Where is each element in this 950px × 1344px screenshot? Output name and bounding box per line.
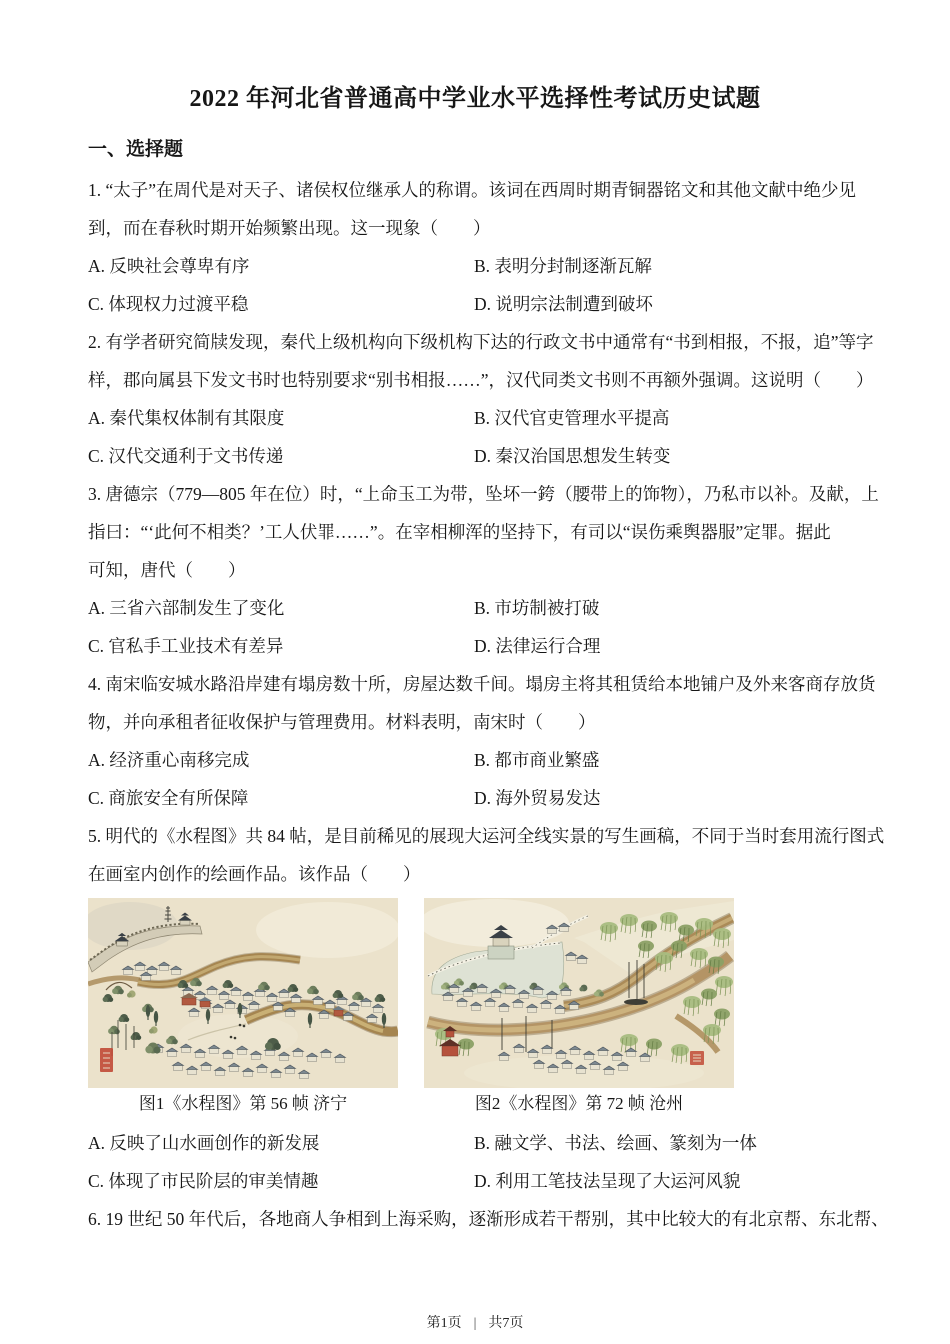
figure-1-caption: 图1《水程图》第 56 帧 济宁 <box>138 1094 348 1113</box>
page-footer <box>0 1312 950 1332</box>
figure-2 <box>424 898 734 1120</box>
question-2-line-2: 样，郡向属县下发文书时也特别要求“别书相报……”，汉代同类文书则不再额外强调。这说明（ ） <box>88 370 874 390</box>
question-5-options <box>88 1124 870 1200</box>
question-4-option-b: B. 都市商业繁盛 <box>474 750 600 770</box>
question-5-line-1: 5. 明代的《水程图》共 84 帖，是目前稀见的展现大运河全线实景的写生画稿，不同于当时套用流行图式 <box>88 826 885 846</box>
question-5-option-c: C. 体现了市民阶层的审美情趣 <box>88 1171 319 1191</box>
question-3-option-a: A. 三省六部制发生了变化 <box>88 598 285 618</box>
question-5-option-d: D. 利用工笔技法呈现了大运河风貌 <box>474 1171 741 1191</box>
question-5 <box>88 817 885 1200</box>
question-3 <box>88 475 879 665</box>
question-5-option-b: B. 融文学、书法、绘画、篆刻为一体 <box>474 1133 757 1153</box>
document-body <box>0 135 950 1238</box>
question-1 <box>88 171 870 323</box>
question-2-options <box>88 399 870 475</box>
question-1-option-a: A. 反映社会尊卑有序 <box>88 256 250 276</box>
question-2-option-c: C. 汉代交通利于文书传递 <box>88 446 284 466</box>
question-3-options <box>88 589 870 665</box>
figure-2-caption: 图2《水程图》第 72 帧 沧州 <box>474 1094 684 1113</box>
question-3-line-1: 3. 唐德宗（779—805 年在位）时，“上命玉工为带，坠坏一銙（腰带上的饰物），乃私市以补。及献，上 <box>88 484 879 504</box>
figure-1-painting <box>88 898 398 1088</box>
question-4 <box>88 665 876 817</box>
question-4-option-a: A. 经济重心南移完成 <box>88 750 250 770</box>
question-2-option-a: A. 秦代集权体制有其限度 <box>88 408 285 428</box>
question-5-line-2: 在画室内创作的绘画作品。该作品（ ） <box>88 864 421 884</box>
footer-separator: | <box>473 1316 477 1331</box>
question-4-option-c: C. 商旅安全有所保障 <box>88 788 249 808</box>
question-1-option-d: D. 说明宗法制遭到破坏 <box>474 294 653 314</box>
question-5-option-a: A. 反映了山水画创作的新发展 <box>88 1133 320 1153</box>
question-4-line-2: 物，并向承租者征收保护与管理费用。材料表明，南宋时（ ） <box>88 712 596 732</box>
question-1-options <box>88 247 870 323</box>
question-1-line-2: 到，而在春秋时期开始频繁出现。这一现象（ ） <box>88 218 491 238</box>
question-3-option-c: C. 官私手工业技术有差异 <box>88 636 284 656</box>
question-2-option-b: B. 汉代官吏管理水平提高 <box>474 408 670 428</box>
footer-total-pages: 共7页 <box>488 1316 524 1331</box>
question-1-line-1: 1. “太子”在周代是对天子、诸侯权位继承人的称谓。该词在西周时期青铜器铭文和其他文献中绝少见 <box>88 180 857 200</box>
figure-2-painting <box>424 898 734 1088</box>
question-1-option-b: B. 表明分封制逐渐瓦解 <box>474 256 652 276</box>
question-6 <box>88 1200 889 1238</box>
question-3-option-d: D. 法律运行合理 <box>474 636 601 656</box>
question-3-option-b: B. 市坊制被打破 <box>474 598 600 618</box>
section-heading: 一、选择题 <box>88 139 184 160</box>
figures-row <box>88 898 870 1120</box>
question-4-option-d: D. 海外贸易发达 <box>474 788 601 808</box>
question-2-line-1: 2. 有学者研究简牍发现，秦代上级机构向下级机构下达的行政文书中通常有“书到相报，不报，追”等字 <box>88 332 874 352</box>
page-title: 2022 年河北省普通高中学业水平选择性考试历史试题 <box>189 86 761 112</box>
question-3-line-2: 指曰：“‘此何不相类？’工人伏罪……”。在宰相柳浑的坚持下，有司以“误伤乘舆器服”定罪。据此 <box>88 522 831 542</box>
question-1-option-c: C. 体现权力过渡平稳 <box>88 294 249 314</box>
question-4-options <box>88 741 870 817</box>
figure-1 <box>88 898 398 1120</box>
question-2 <box>88 323 874 475</box>
question-3-line-3: 可知，唐代（ ） <box>88 560 246 580</box>
question-2-option-d: D. 秦汉治国思想发生转变 <box>474 446 671 466</box>
question-4-line-1: 4. 南宋临安城水路沿岸建有塌房数十所，房屋达数千间。塌房主将其租赁给本地铺户及外来客商存放货 <box>88 674 876 694</box>
question-6-line-1: 6. 19 世纪 50 年代后，各地商人争相到上海采购，逐渐形成若干帮别，其中比较大的有北京帮、东北帮、 <box>88 1209 889 1229</box>
footer-page-number: 第1页 <box>426 1316 462 1331</box>
